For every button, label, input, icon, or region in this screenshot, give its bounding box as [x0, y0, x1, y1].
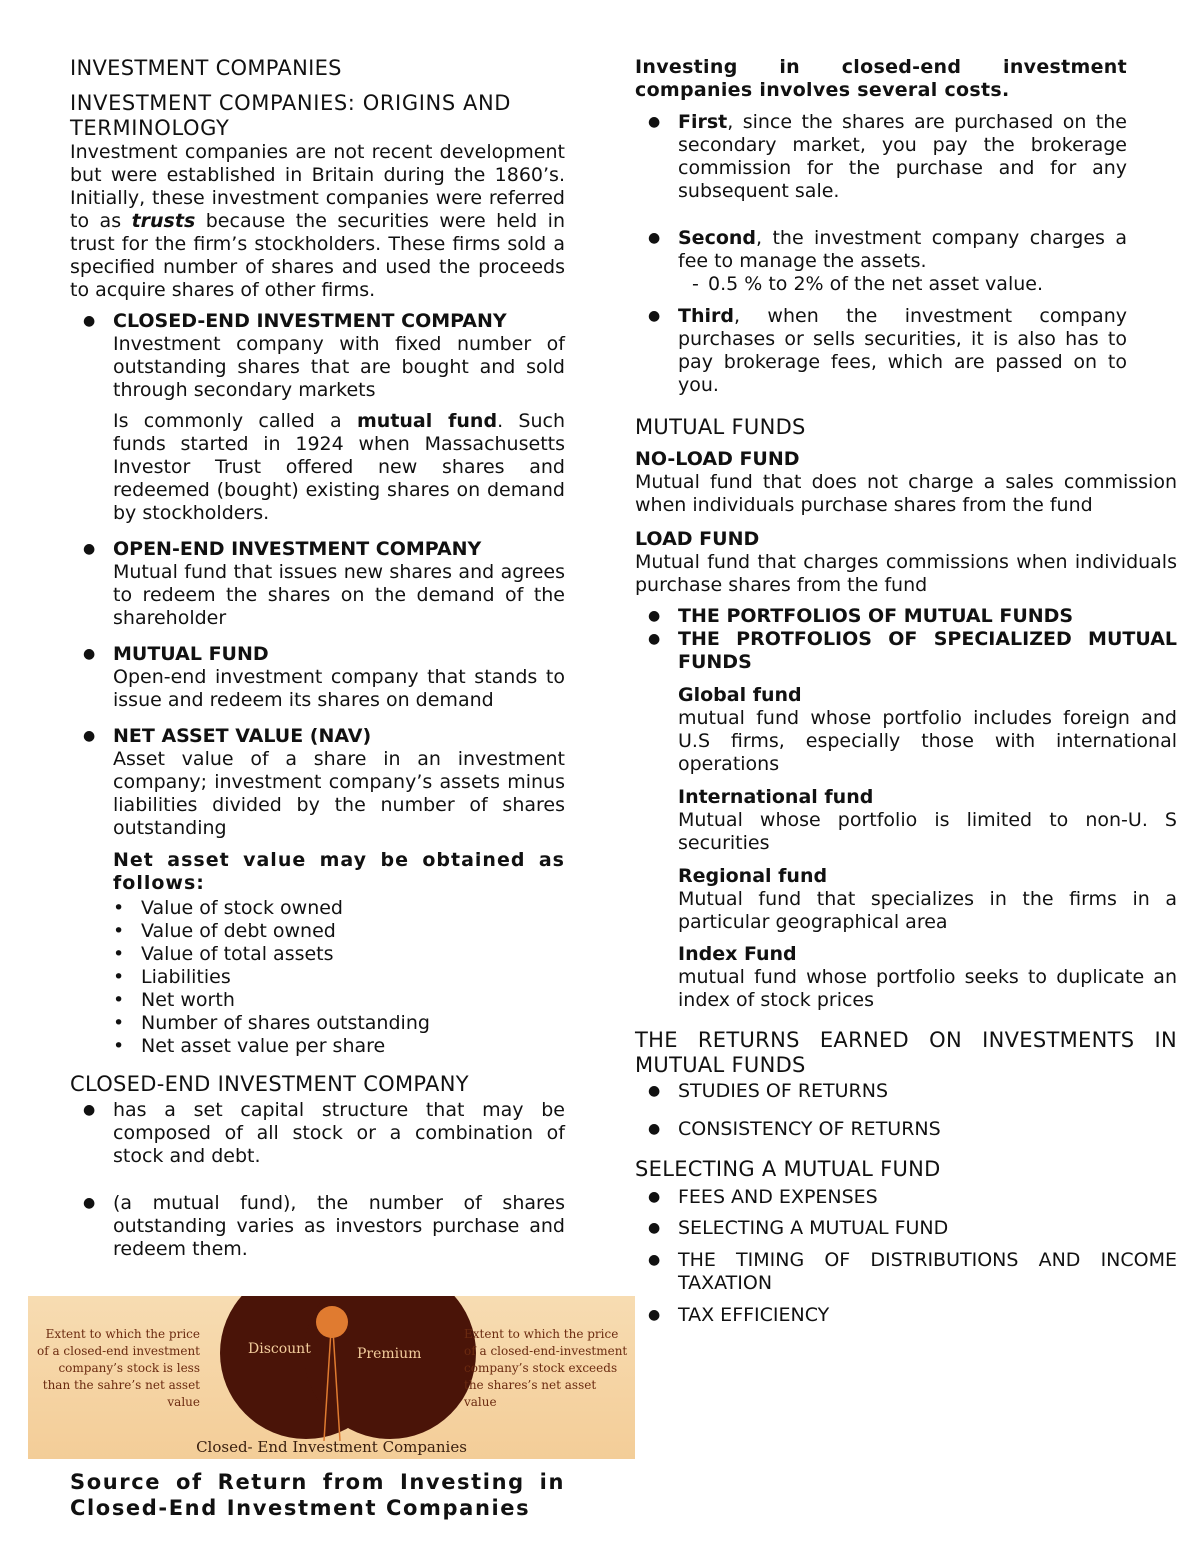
nav-components-list [113, 897, 565, 1058]
list-item: • Liabilities [113, 966, 565, 989]
closed-end-term: ● CLOSED-END INVESTMENT COMPANY [113, 310, 507, 332]
closed-end-definition: Investment company with fixed number of outstanding shares that are bought and sold through secondary markets [113, 333, 565, 401]
list-item: ● Third, when the investment company purchases or sells securities, it is also has to pay brokerage fees, which are passed on to you. [635, 305, 1127, 397]
definitions-list [70, 310, 565, 1058]
discount-label: Discount [248, 1341, 311, 1357]
load-definition: Mutual fund that charges commissions when individuals purchase shares from the fund [635, 551, 1177, 596]
origins-heading: INVESTMENT COMPANIES: ORIGINS AND TERMINOLOGY [70, 91, 512, 140]
open-end-definition: Mutual fund that issues new shares and agrees to redeem the shares on the demand of the shareholder [113, 561, 565, 629]
selecting-list [635, 1186, 1177, 1327]
list-item [70, 310, 565, 525]
fund-term: Global fund [678, 684, 802, 706]
fund-term: International fund [678, 786, 874, 808]
premium-description: Extent to which the price of a closed-end-investment company’s stock exceeds the shares’s net asset value [464, 1327, 628, 1409]
open-end-term: ● OPEN-END INVESTMENT COMPANY [113, 538, 482, 560]
closed-end-figure [28, 1296, 635, 1459]
list-item: ● CONSISTENCY OF RETURNS [635, 1118, 1177, 1141]
fee-range: - 0.5 % to 2% of the net asset value. [678, 273, 1127, 296]
list-item: • Net worth [113, 989, 565, 1012]
list-item [70, 643, 565, 712]
closed-end-list [70, 1099, 565, 1261]
nav-definition: Asset value of a share in an investment company; investment company’s assets minus liabilities divided by the number of shares outstanding [113, 748, 565, 839]
closed-end-heading: CLOSED-END INVESTMENT COMPANY [70, 1072, 469, 1096]
mutual-funds-heading: MUTUAL FUNDS [635, 415, 806, 439]
list-item: ● THE PORTFOLIOS OF MUTUAL FUNDS [635, 605, 1177, 628]
fund-definition: Mutual fund that specializes in the firms in a particular geographical area [678, 888, 1177, 933]
returns-list [635, 1080, 1177, 1141]
fund-definition: Mutual whose portfolio is limited to non-U. S securities [678, 809, 1177, 854]
list-item: ● STUDIES OF RETURNS [635, 1080, 1177, 1103]
origins-paragraph: Investment companies are not recent development but were established in Britain during the 1860’s. Initially, these investment companies were referred to as trusts because the securities were held in trust for the firm’s stockholders. These firms sold a specified number of shares and used the proceeds to acquire shares of other firms. [70, 141, 565, 301]
no-load-definition: Mutual fund that does not charge a sales commission when individuals purchase shares from the fund [635, 471, 1177, 516]
list-item [70, 725, 565, 1058]
figure-caption: Closed- End Investment Companies [196, 1438, 467, 1456]
discount-description: Extent to which the price of a closed-end investment company’s stock is less than the sahre’s net asset value [36, 1327, 200, 1409]
mutual-fund-term: ● MUTUAL FUND [113, 643, 269, 665]
list-item: ● THE PROTFOLIOS OF SPECIALIZED MUTUAL FUNDS [635, 628, 1177, 674]
list-item: ● has a set capital structure that may be composed of all stock or a combination of stock and debt. [70, 1099, 565, 1168]
list-item: ● FEES AND EXPENSES [635, 1186, 1177, 1209]
center-dot [316, 1306, 348, 1338]
nav-obtain-heading: Net asset value may be obtained as follows: [113, 849, 565, 894]
mutual-fund-emphasis: mutual fund [357, 410, 498, 432]
mutual-fund-definition: Open-end investment company that stands to issue and redeem its shares on demand [113, 666, 565, 711]
list-item: ● (a mutual fund), the number of shares outstanding varies as investors purchase and redeem them. [70, 1192, 565, 1261]
costs-heading: Investing in closed-end investment companies involves several costs. [635, 56, 1127, 101]
no-load-term: NO-LOAD FUND [635, 448, 800, 470]
list-item: ● First, since the shares are purchased on the secondary market, you pay the brokerage commission for the purchase and for any subsequent sale. [635, 111, 1127, 203]
portfolios-list [635, 605, 1177, 674]
list-item: • Value of total assets [113, 943, 565, 966]
trusts-emphasis: trusts [131, 210, 196, 232]
list-item: • Net asset value per share [113, 1035, 565, 1058]
costs-list [635, 111, 1127, 397]
specialized-funds [635, 684, 1177, 1012]
fund-term: Regional fund [678, 865, 828, 887]
list-item: • Value of stock owned [113, 897, 565, 920]
list-item: • Value of debt owned [113, 920, 565, 943]
load-term: LOAD FUND [635, 528, 760, 550]
list-item: ● SELECTING A MUTUAL FUND [635, 1217, 1177, 1240]
source-caption: Source of Return from Investing in Closed-End Investment Companies [70, 1470, 565, 1520]
closed-end-note: Is commonly called a mutual fund. Such funds started in 1924 when Massachusetts Investor Trust offered new shares and redeemed (bought) existing shares on demand by stockholders. [113, 410, 565, 524]
list-item: ● TAX EFFICIENCY [635, 1304, 1177, 1327]
list-item [70, 538, 565, 630]
fund-definition: mutual fund whose portfolio seeks to duplicate an index of stock prices [678, 966, 1177, 1011]
selecting-heading: SELECTING A MUTUAL FUND [635, 1157, 941, 1181]
returns-heading: THE RETURNS EARNED ON INVESTMENTS IN MUTUAL FUNDS [635, 1028, 1177, 1077]
right-column [635, 56, 1177, 1327]
left-column [70, 56, 565, 1261]
list-item: ● Second, the investment company charges a fee to manage the assets. - 0.5 % to 2% of the net asset value. [635, 227, 1127, 296]
fund-definition: mutual fund whose portfolio includes foreign and U.S firms, especially those with international operations [678, 707, 1177, 775]
fund-term: Index Fund [678, 943, 797, 965]
premium-label: Premium [357, 1346, 422, 1362]
list-item: ● THE TIMING OF DISTRIBUTIONS AND INCOME TAXATION [635, 1249, 1177, 1295]
list-item: • Number of shares outstanding [113, 1012, 565, 1035]
page-title: INVESTMENT COMPANIES [70, 56, 342, 80]
nav-term: ● NET ASSET VALUE (NAV) [113, 725, 372, 747]
